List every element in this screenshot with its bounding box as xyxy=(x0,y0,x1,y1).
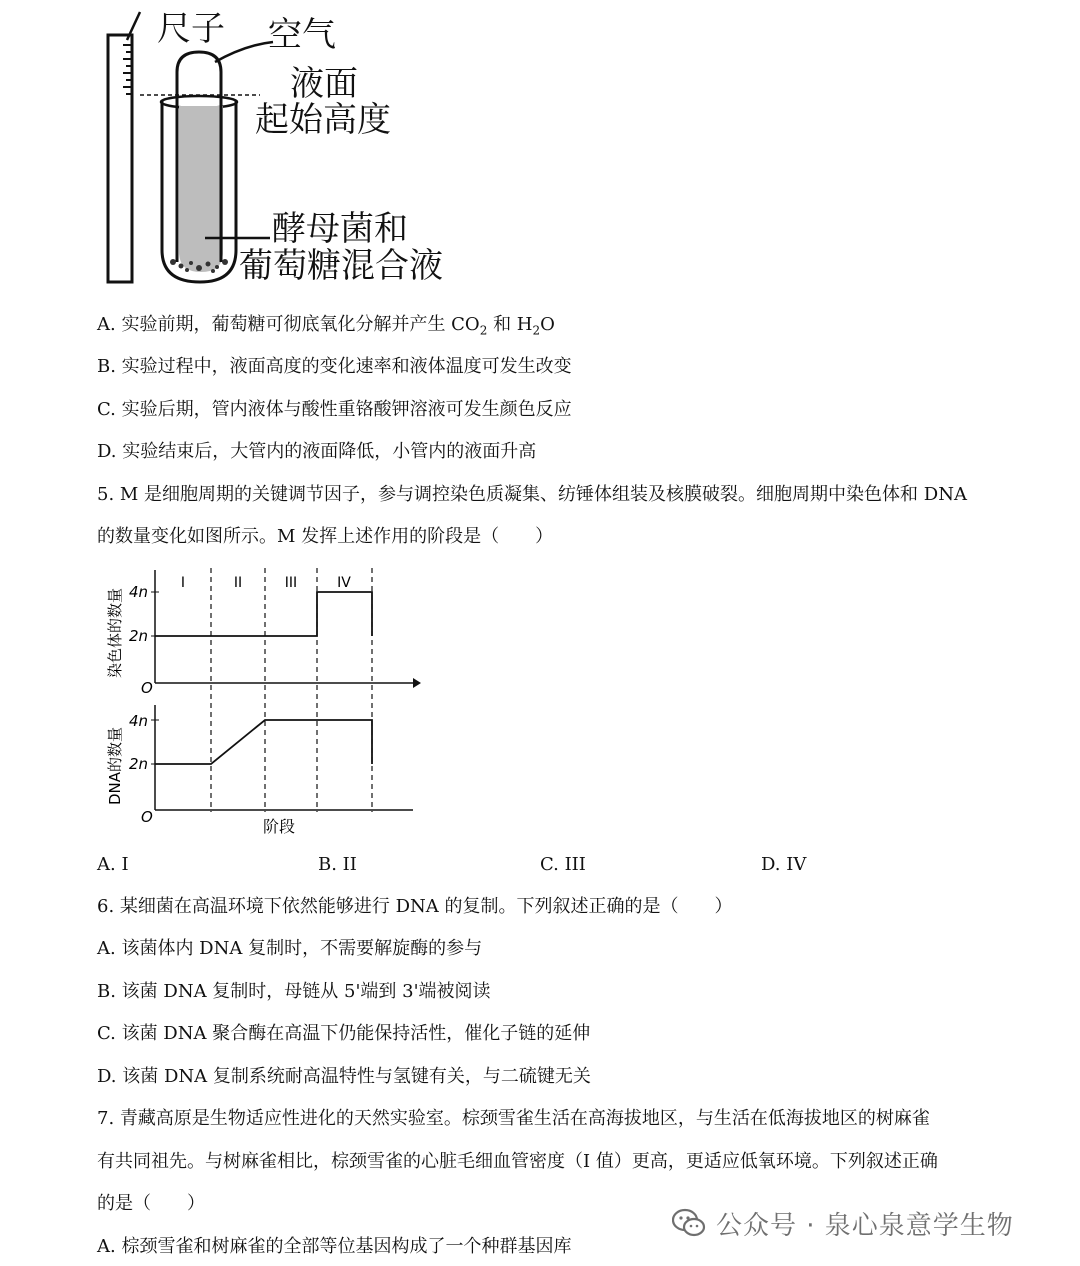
q7-stem-line3: 的是（ ） xyxy=(97,1193,205,1214)
top-y-label: 染色体的数量 xyxy=(106,587,124,678)
top-origin: O xyxy=(141,679,153,697)
mixture-label-1: 酵母菌和 xyxy=(272,209,408,249)
bottom-y-label: DNA的数量 xyxy=(106,726,124,805)
air-label: 空气 xyxy=(268,15,336,55)
watermark-text: 公众号 · 泉心泉意学生物 xyxy=(716,1210,1014,1241)
top-tick-2n: 2n xyxy=(129,627,149,645)
q6-option-b: B. 该菌 DNA 复制时，母链从 5'端到 3'端被阅读 xyxy=(97,981,491,1002)
dna-series-line xyxy=(155,720,372,764)
top-tick-4n: 4n xyxy=(129,583,149,601)
q7-option-a: A. 棕颈雪雀和树麻雀的全部等位基因构成了一个种群基因库 xyxy=(97,1236,572,1257)
chromosome-series-line xyxy=(155,592,372,636)
q4-option-b: B. 实验过程中，液面高度的变化速率和液体温度可发生改变 xyxy=(97,356,572,377)
stage-dividers xyxy=(211,568,372,812)
wechat-watermark xyxy=(672,1203,1014,1243)
wechat-icon xyxy=(672,1208,706,1238)
bottom-tick-4n: 4n xyxy=(129,712,149,730)
q6-option-a: A. 该菌体内 DNA 复制时，不需要解旋酶的参与 xyxy=(97,938,483,959)
apparatus-figure xyxy=(95,0,555,300)
liquid-level-label: 液面 xyxy=(290,64,358,104)
q5-option-b: B. II xyxy=(318,854,357,875)
stage-label-4: IV xyxy=(337,575,351,591)
q5-option-d: D. IV xyxy=(761,854,807,875)
q5-option-a: A. I xyxy=(97,854,129,875)
stage-labels xyxy=(181,575,351,591)
start-height-label: 起始高度 xyxy=(255,100,391,140)
mixture-label-2: 葡萄糖混合液 xyxy=(239,246,443,286)
q7-stem-line1: 7. 青藏高原是生物适应性进化的天然实验室。棕颈雪雀生活在高海拔地区，与生活在低海拔地区的树麻雀 xyxy=(97,1108,930,1129)
q6-option-c: C. 该菌 DNA 聚合酶在高温下仍能保持活性，催化子链的延伸 xyxy=(97,1023,591,1044)
stage-label-3: III xyxy=(284,575,298,591)
q7-stem-line2: 有共同祖先。与树麻雀相比，棕颈雪雀的心脏毛细血管密度（I 值）更高，更适应低氧环境。下列叙述正确 xyxy=(97,1151,938,1172)
bottom-tick-2n: 2n xyxy=(129,755,149,773)
q4-option-d: D. 实验结束后，大管内的液面降低，小管内的液面升高 xyxy=(97,441,537,462)
stage-label-2: II xyxy=(233,575,243,591)
q6-stem: 6. 某细菌在高温环境下依然能够进行 DNA 的复制。下列叙述正确的是（ ） xyxy=(97,896,733,917)
q4-option-c: C. 实验后期，管内液体与酸性重铬酸钾溶液可发生颜色反应 xyxy=(97,399,572,420)
q5-option-c: C. III xyxy=(540,854,586,875)
ruler-label: 尺子 xyxy=(157,9,225,49)
top-x-arrow xyxy=(413,678,421,688)
x-label: 阶段 xyxy=(263,817,296,836)
q4-option-a: A. 实验前期，葡萄糖可彻底氧化分解并产生 $CO_2$ 和 $H_2O$ xyxy=(97,314,555,338)
q6-option-d: D. 该菌 DNA 复制系统耐高温特性与氢键有关，与二硫键无关 xyxy=(97,1066,591,1087)
liquid-fill xyxy=(179,106,223,272)
cell-cycle-chart xyxy=(95,560,435,840)
q5-stem-line2: 的数量变化如图所示。M 发挥上述作用的阶段是（ ） xyxy=(97,526,554,547)
q5-stem-line1: 5. M 是细胞周期的关键调节因子，参与调控染色质凝集、纺锤体组装及核膜破裂。细胞周期中染色体和 DNA xyxy=(97,484,967,505)
stage-label-1: I xyxy=(180,575,186,591)
bottom-origin: O xyxy=(141,808,153,826)
